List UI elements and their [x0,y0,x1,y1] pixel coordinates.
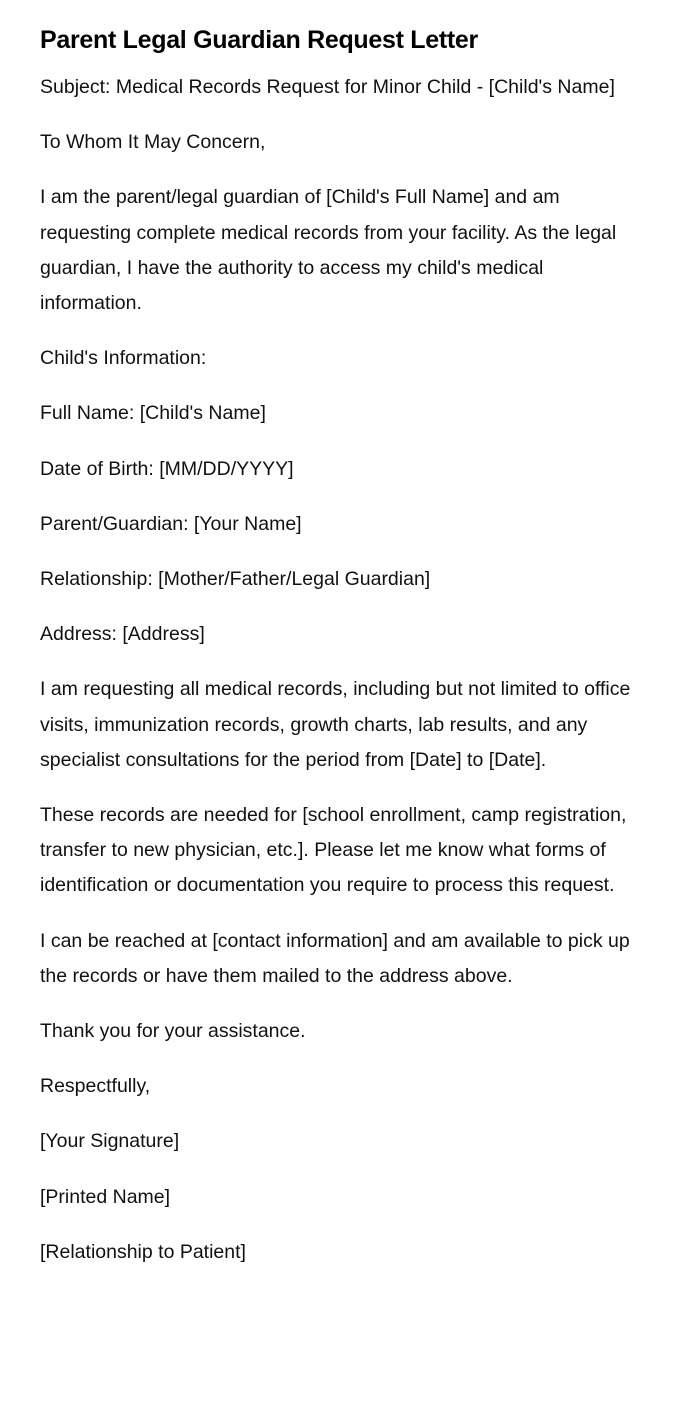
relationship-to-patient: [Relationship to Patient] [40,1240,246,1263]
closing: Respectfully, [40,1075,151,1098]
parent-guardian-name: Parent/Guardian: [Your Name] [40,512,302,535]
thanks-line: Thank you for your assistance. [40,1020,306,1043]
contact-paragraph: I can be reached at [contact information] and am available to pick up the records or have them mailed to the address above. [40,929,630,987]
letter-document [40,22,645,1290]
signature: [Your Signature] [40,1130,180,1153]
child-info-heading: Child's Information: [40,347,207,370]
request-paragraph: I am requesting all medical records, including but not limited to office visits, immunization records, growth charts, lab results, and any specialist consultations for the period from [Date] to [Date]. [40,678,631,771]
relationship: Relationship: [Mother/Father/Legal Guardian] [40,568,431,591]
letter-title: Parent Legal Guardian Request Letter [40,26,478,54]
printed-name: [Printed Name] [40,1185,171,1208]
child-full-name: Full Name: [Child's Name] [40,402,266,425]
intro-paragraph: I am the parent/legal guardian of [Child's Full Name] and am requesting complete medical records from your facility. As the legal guardian, I have the authority to access my child's medical information. [40,186,617,315]
child-dob: Date of Birth: [MM/DD/YYYY] [40,457,294,480]
salutation: To Whom It May Concern, [40,131,266,154]
address: Address: [Address] [40,623,205,646]
subject-line: Subject: Medical Records Request for Minor Child - [Child's Name] [40,76,615,98]
purpose-paragraph: These records are needed for [school enrollment, camp registration, transfer to new physician, etc.]. Please let me know what forms of identification or documentation you require to process this request. [40,804,627,897]
